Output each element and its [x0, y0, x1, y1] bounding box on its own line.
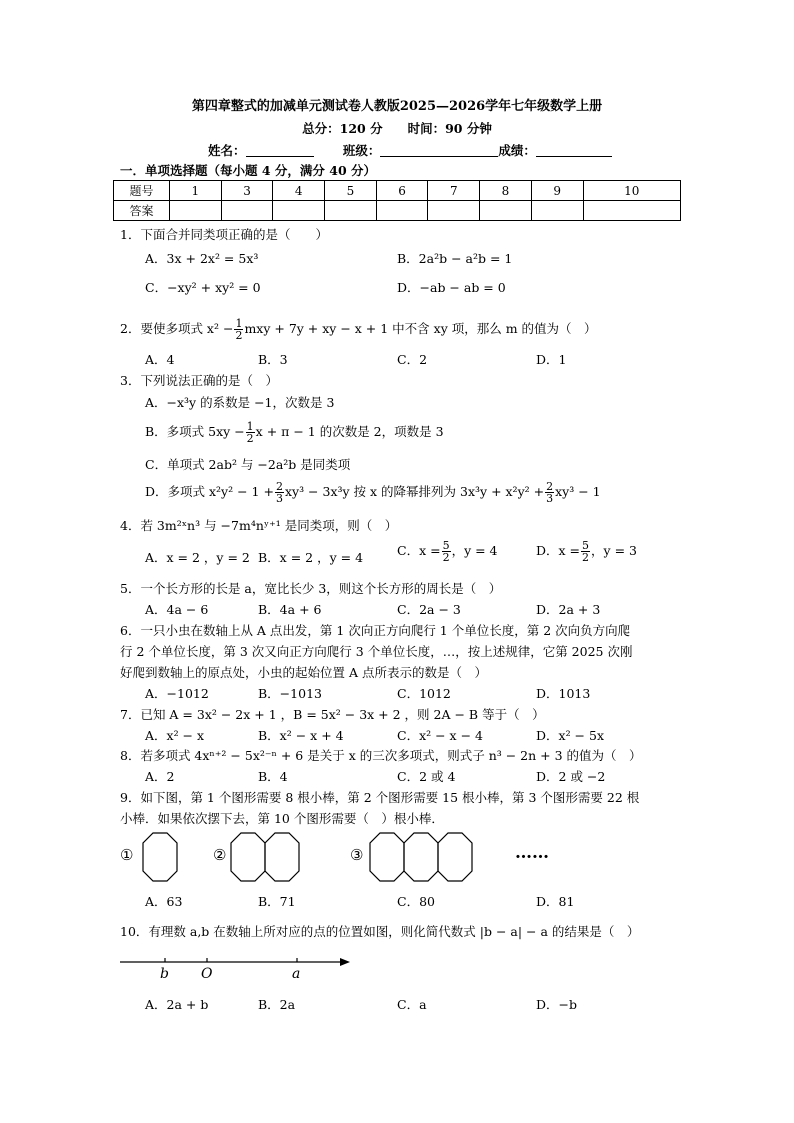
fraction-twothird: [275, 481, 284, 504]
octagon-shape: [231, 833, 265, 881]
table-cell: 6: [376, 181, 428, 201]
figure-continuation-dots: ……: [515, 843, 549, 863]
octagon-shape: [265, 833, 299, 881]
q9-line2: 小棒．如果依次摆下去，第 10 个图形需要（ ）根小棒．: [120, 811, 444, 826]
table-cell: 8: [480, 181, 532, 201]
octagon-shape: [438, 833, 472, 881]
q4-c-pre: C．x =: [397, 543, 441, 558]
answer-cell[interactable]: [221, 201, 273, 221]
q2-option-b[interactable]: B．3: [258, 352, 288, 367]
q9-option-b[interactable]: B．71: [258, 894, 296, 909]
frac-num: 5: [582, 539, 590, 552]
frac-den: 2: [442, 551, 450, 564]
frac-den: 2: [582, 551, 590, 564]
q4-d-post: ，y = 3: [591, 543, 637, 558]
q2-stem: [120, 318, 597, 341]
table-cell: 4: [273, 181, 325, 201]
q9-option-c[interactable]: C．80: [397, 894, 435, 909]
q7-option-b[interactable]: B．x² − x + 4: [258, 728, 344, 743]
q3-option-a[interactable]: A．−x³y 的系数是 −1，次数是 3: [145, 395, 335, 410]
q3-stem: 3．下列说法正确的是（ ）: [120, 373, 278, 388]
q8-stem: 8．若多项式 4xⁿ⁺² − 5x²⁻ⁿ + 6 是关于 x 的三次多项式，则式子 n³ − 2n + 3 的值为（ ）: [120, 748, 642, 763]
q3-d-mid: xy³ − 3x³y 按 x 的降幂排列为 3x³y + x²y² +: [284, 484, 545, 499]
frac-num: 2: [275, 480, 283, 493]
q6-option-b[interactable]: B．−1013: [258, 686, 322, 701]
fraction-fivehalf: [442, 540, 451, 563]
table-cell: 5: [325, 181, 377, 201]
q7-stem: 7．已知 A = 3x² − 2x + 1 ，B = 5x² − 3x + 2 ，则 2A − B 等于（ ）: [120, 707, 545, 722]
q4-d-pre: D．x =: [536, 543, 581, 558]
q5-option-d[interactable]: D．2a + 3: [536, 602, 601, 617]
q9-line1: 9．如下图，第 1 个图形需要 8 根小棒，第 2 个图形需要 15 根小棒，第 3 个图形需要 22 根: [120, 790, 640, 805]
figure-1-label: ①: [120, 846, 134, 864]
q4-option-a[interactable]: A．x = 2 ，y = 2: [145, 550, 250, 565]
answer-cell[interactable]: [170, 201, 222, 221]
q3-b-post: x + π − 1 的次数是 2，项数是 3: [255, 424, 444, 439]
q6-option-d[interactable]: D．1013: [536, 686, 591, 701]
q4-option-c[interactable]: [397, 540, 498, 563]
frac-den: 2: [235, 329, 243, 342]
table-cell: 题号: [114, 181, 170, 201]
q7-option-c[interactable]: C．x² − x − 4: [397, 728, 483, 743]
fraction-fivehalf: [581, 540, 590, 563]
q10-stem: 10．有理数 a,b 在数轴上所对应的点的位置如图，则化简代数式 |b − a| − a 的结果是（ ）: [120, 924, 640, 939]
q10-option-c[interactable]: C．a: [397, 997, 427, 1012]
frac-num: 1: [235, 317, 243, 330]
class-blank[interactable]: [380, 144, 498, 157]
table-cell: 9: [531, 181, 583, 201]
table-row: [114, 181, 681, 201]
grade-label: 成绩：: [498, 143, 536, 158]
q2-option-a[interactable]: A．4: [145, 352, 175, 367]
octagon-shape: [404, 833, 438, 881]
q9-option-a[interactable]: A．63: [145, 894, 183, 909]
fraction-half: [246, 421, 255, 444]
q6-line3: 好爬到数轴上的原点处，小虫的起始位置 A 点所表示的数是（ ）: [120, 665, 487, 680]
q3-b-pre: B．多项式 5xy −: [145, 424, 245, 439]
table-cell: 10: [583, 181, 681, 201]
q6-option-c[interactable]: C．1012: [397, 686, 451, 701]
answer-cell[interactable]: [428, 201, 480, 221]
frac-den: 3: [275, 492, 283, 505]
section-heading: 一．单项选择题（每小题 4 分，满分 40 分）: [120, 163, 377, 178]
frac-num: 1: [246, 420, 254, 433]
q10-option-b[interactable]: B．2a: [258, 997, 296, 1012]
q10-option-a[interactable]: A．2a + b: [145, 997, 209, 1012]
table-cell: 3: [221, 181, 273, 201]
name-blank[interactable]: [246, 144, 314, 157]
number-line-label-b: b: [160, 966, 169, 982]
number-line-label-origin: O: [201, 966, 213, 982]
frac-den: 2: [246, 432, 254, 445]
q2-option-c[interactable]: C．2: [397, 352, 428, 367]
octagon-shape: [143, 833, 177, 881]
q3-option-c[interactable]: C．单项式 2ab² 与 −2a²b 是同类项: [145, 457, 351, 472]
answer-cell[interactable]: [376, 201, 428, 221]
score-time-line: 总分：120 分 时间：90 分钟: [302, 121, 492, 136]
name-label: 姓名：: [208, 143, 246, 158]
q4-option-d[interactable]: [536, 540, 637, 563]
q5-option-c[interactable]: C．2a − 3: [397, 602, 461, 617]
q2-stem-post: mxy + 7y + xy − x + 1 中不含 xy 项，那么 m 的值为（ ）: [244, 321, 597, 336]
grade-blank[interactable]: [536, 144, 612, 157]
frac-den: 3: [546, 492, 554, 505]
q9-option-d[interactable]: D．81: [536, 894, 575, 909]
q8-option-c[interactable]: C．2 或 4: [397, 769, 456, 784]
q1-option-a[interactable]: A．3x + 2x² = 5x³: [145, 251, 259, 266]
q6-line1: 6．一只小虫在数轴上从 A 点出发，第 1 次向正方向爬行 1 个单位长度，第 2 次向负方向爬: [120, 623, 631, 638]
q8-option-a[interactable]: A．2: [145, 769, 175, 784]
q5-stem: 5．一个长方形的长是 a，宽比长少 3，则这个长方形的周长是（ ）: [120, 581, 502, 596]
student-info-line: [208, 141, 612, 159]
q3-d-pre: D．多项式 x²y² − 1 +: [145, 484, 274, 499]
figure-3-label: ③: [350, 846, 364, 864]
page-title: 第四章整式的加减单元测试卷人教版2025—2026学年七年级数学上册: [191, 99, 603, 114]
table-cell: 答案: [114, 201, 170, 221]
q10-option-d[interactable]: D．−b: [536, 997, 577, 1012]
q1-stem: 1．下面合并同类项正确的是（ ）: [120, 227, 328, 242]
q4-stem: 4．若 3m²ˣn³ 与 −7m⁴nʸ⁺¹ 是同类项，则（ ）: [120, 518, 398, 533]
answer-cell[interactable]: [273, 201, 325, 221]
q6-option-a[interactable]: A．−1012: [145, 686, 209, 701]
number-line: [118, 952, 358, 982]
q1-option-b[interactable]: B．2a²b − a²b = 1: [397, 251, 513, 266]
answer-cell[interactable]: [325, 201, 377, 221]
q2-stem-pre: 2．要使多项式 x² −: [120, 321, 234, 336]
answer-cell[interactable]: [480, 201, 532, 221]
fraction-half: [234, 318, 243, 341]
answer-cell[interactable]: [583, 201, 681, 221]
table-cell: 1: [170, 181, 222, 201]
q4-c-post: ，y = 4: [451, 543, 498, 558]
q3-option-d[interactable]: [145, 481, 601, 504]
q5-option-a[interactable]: A．4a − 6: [145, 602, 209, 617]
number-line-label-a: a: [292, 966, 301, 982]
octagon-shape: [370, 833, 404, 881]
q8-option-b[interactable]: B．4: [258, 769, 288, 784]
q7-option-a[interactable]: A．x² − x: [145, 728, 205, 743]
class-label: 班级：: [342, 143, 381, 158]
q6-line2: 行 2 个单位长度，第 3 次又向正方向爬行 3 个单位长度，…，按上述规律，它第 2025 次刚: [120, 644, 633, 659]
fraction-twothird: [545, 481, 554, 504]
figure-2-label: ②: [213, 846, 227, 864]
q7-option-d[interactable]: D．x² − 5x: [536, 728, 605, 743]
q1-option-d[interactable]: D．−ab − ab = 0: [397, 280, 506, 295]
q3-d-post: xy³ − 1: [555, 484, 601, 499]
frac-num: 2: [546, 480, 554, 493]
q5-option-b[interactable]: B．4a + 6: [258, 602, 322, 617]
q8-option-d[interactable]: D．2 或 −2: [536, 769, 606, 784]
q3-option-b[interactable]: [145, 421, 444, 444]
answer-cell[interactable]: [531, 201, 583, 221]
answer-table: [113, 180, 681, 221]
table-cell: 7: [428, 181, 480, 201]
q2-option-d[interactable]: D．1: [536, 352, 567, 367]
table-row: [114, 201, 681, 221]
q1-option-c[interactable]: C．−xy² + xy² = 0: [145, 280, 261, 295]
octagon-figures: [130, 828, 520, 888]
frac-num: 5: [442, 539, 450, 552]
q4-option-b[interactable]: B．x = 2 ，y = 4: [258, 550, 364, 565]
